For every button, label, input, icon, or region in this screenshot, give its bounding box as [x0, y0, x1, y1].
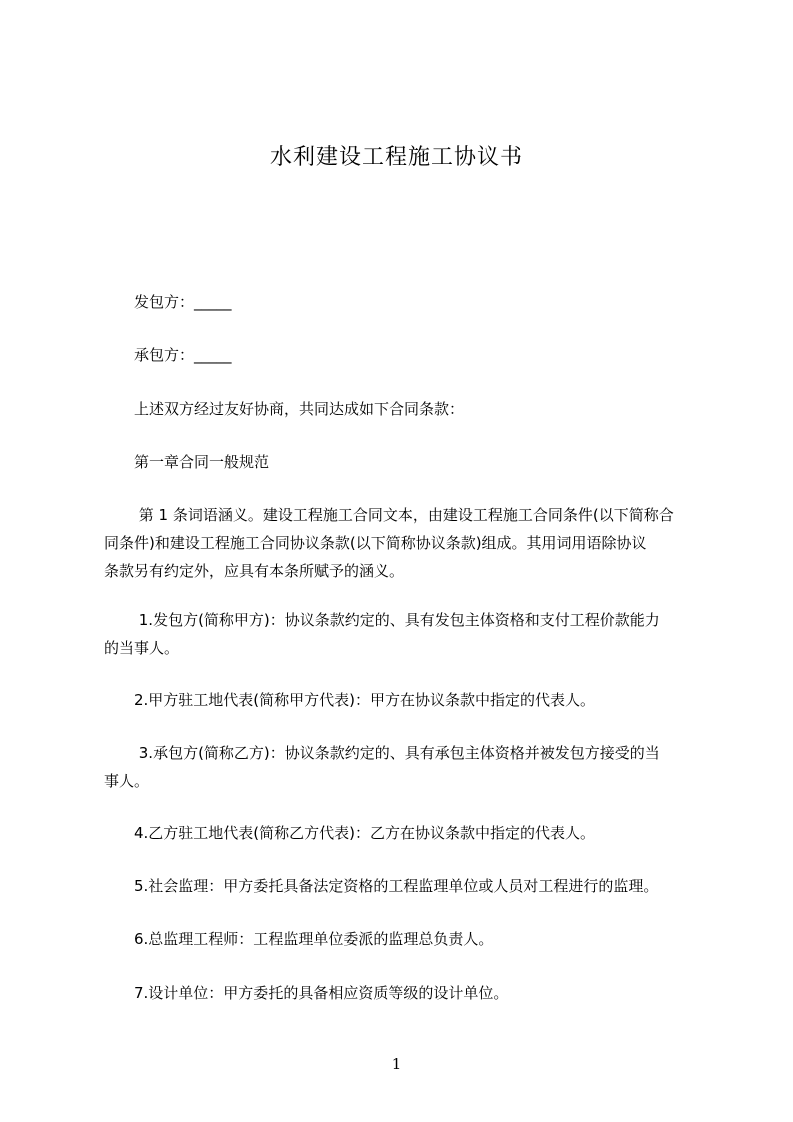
- paragraph-line: 上述双方经过友好协商，共同达成如下合同条款：: [104, 400, 465, 418]
- paragraph-line: 4.乙方驻工地代表(简称乙方代表)：乙方在协议条款中指定的代表人。: [104, 824, 596, 842]
- paragraph-item-2: [104, 686, 704, 714]
- chapter-heading: [104, 448, 704, 476]
- paragraph-line: 事人。: [104, 772, 150, 790]
- paragraph-item-3: [104, 739, 704, 795]
- paragraph-line: 1.发包方(简称甲方)：协议条款约定的、具有发包主体资格和支付工程价款能力: [104, 611, 660, 629]
- paragraph-line: 的当事人。: [104, 639, 180, 657]
- paragraph-contractor: [104, 341, 704, 369]
- paragraph-line: 第一章合同一般规范: [104, 453, 270, 471]
- paragraph-item-5: [104, 872, 704, 900]
- paragraph-intro: [104, 395, 704, 423]
- paragraph-line: 第 1 条词语涵义。建设工程施工合同文本，由建设工程施工合同条件(以下简称合: [104, 506, 674, 524]
- paragraph-line: 5.社会监理：甲方委托具备法定资格的工程监理单位或人员对工程进行的监理。: [104, 877, 659, 895]
- page-number: 1: [391, 1055, 402, 1073]
- paragraph-line: 同条件)和建设工程施工合同协议条款(以下简称协议条款)组成。其用词用语除协议: [104, 534, 647, 552]
- paragraph-line: 承包方：_____: [104, 346, 232, 364]
- paragraph-line: 6.总监理工程师：工程监理单位委派的监理总负责人。: [104, 930, 494, 948]
- paragraph-line: 条款另有约定外，应具有本条所赋予的涵义。: [104, 562, 405, 580]
- paragraph-line: 2.甲方驻工地代表(简称甲方代表)：甲方在协议条款中指定的代表人。: [104, 691, 596, 709]
- paragraph-line: 发包方：_____: [104, 293, 232, 311]
- paragraph-item-6: [104, 925, 704, 953]
- document-title: 水利建设工程施工协议书: [269, 145, 523, 170]
- paragraph-item-4: [104, 819, 704, 847]
- paragraph-employer: [104, 288, 704, 316]
- paragraph-item-1: [104, 606, 704, 662]
- paragraph-item-7: [104, 979, 704, 1007]
- paragraph-line: 3.承包方(简称乙方)：协议条款约定的、具有承包主体资格并被发包方接受的当: [104, 744, 660, 762]
- paragraph-article-1: [104, 501, 704, 585]
- paragraph-line: 7.设计单位：甲方委托的具备相应资质等级的设计单位。: [104, 984, 509, 1002]
